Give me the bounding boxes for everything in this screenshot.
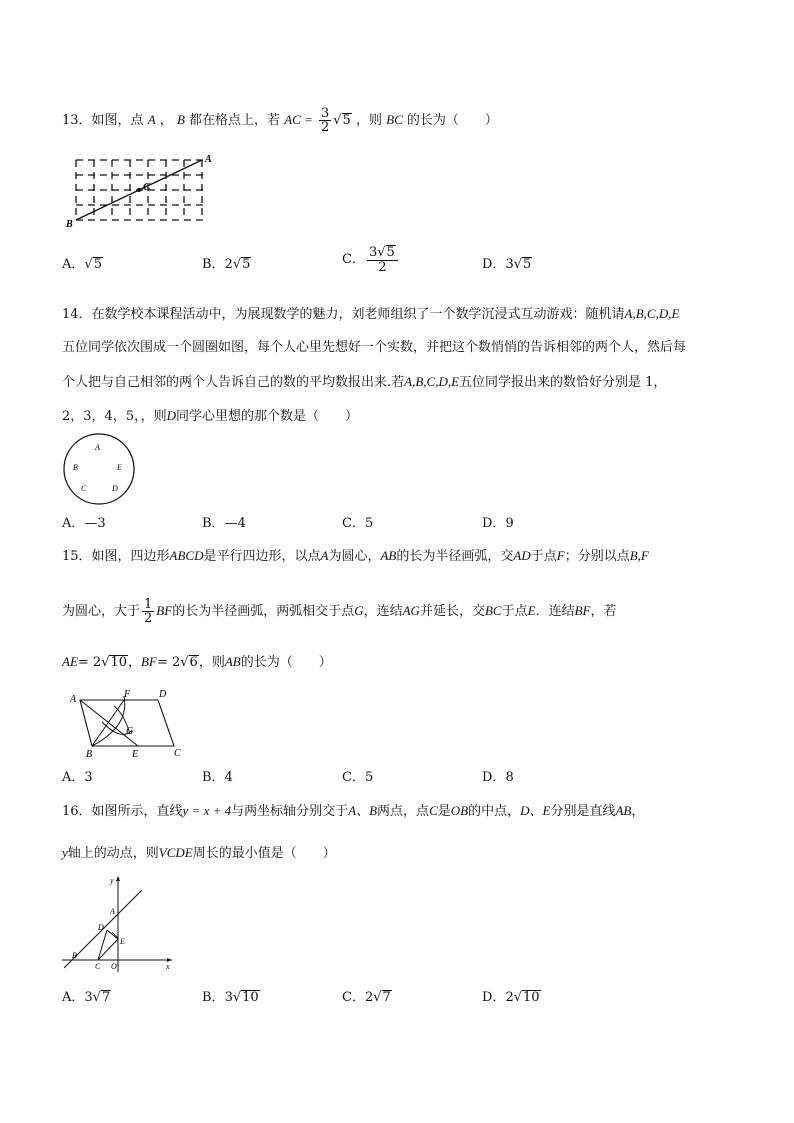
q15-points-bf: B,F <box>629 548 649 563</box>
q16-option-a[interactable] <box>62 988 111 1008</box>
q15-fraction <box>142 598 154 625</box>
q16-text: 周长的最小值是（ ） <box>192 846 336 861</box>
q14-option-c[interactable] <box>342 514 373 534</box>
q15-text: ，若 <box>590 604 617 619</box>
q13-option-b[interactable] <box>202 255 251 275</box>
q15-point-f: F <box>556 548 565 563</box>
q15-label-b: B <box>86 749 93 760</box>
q16-text: 分别是直线 <box>550 804 616 819</box>
q15-label-d: D <box>159 689 167 700</box>
q13-text-post: ，则 <box>355 113 382 128</box>
option-coef: 2 <box>505 990 514 1005</box>
q14-text: 2，3，4，5，，则 <box>62 409 167 424</box>
option-frac-den: 2 <box>378 260 387 275</box>
q15-text: 的长为（ ） <box>240 655 332 670</box>
option-letter: B． <box>202 257 225 272</box>
q15-point-e: E <box>527 603 536 618</box>
q16-text: 是 <box>437 804 451 819</box>
q16-text: 轴上的动点，则 <box>67 846 159 861</box>
q15-ab: AB <box>380 548 397 563</box>
q16-label-a: A <box>110 907 115 916</box>
option-letter: D． <box>482 257 506 272</box>
q13-expr-lhs: AC = <box>284 112 313 127</box>
q15-label-f: F <box>124 689 131 700</box>
q13-option-d[interactable] <box>482 255 532 275</box>
option-value: 8 <box>505 770 514 785</box>
q15-line-2 <box>62 598 616 625</box>
q15-frac-num: 1 <box>144 597 153 612</box>
q14-option-d[interactable] <box>482 514 514 534</box>
option-letter: A． <box>62 516 85 531</box>
q13-sep: ， <box>159 113 173 128</box>
q15-option-a[interactable] <box>62 768 93 788</box>
q14-line-3 <box>62 373 666 392</box>
q14-vars: A,B,C,D,E <box>404 374 460 389</box>
q13-point-b: B <box>176 112 185 127</box>
q16-option-b[interactable] <box>202 988 260 1008</box>
option-letter: C． <box>342 990 365 1005</box>
q15-ag: AG <box>402 603 420 618</box>
q15-option-c[interactable] <box>342 768 373 788</box>
q15-abcd: ABCD <box>169 548 204 563</box>
q13-grid-figure <box>60 150 220 230</box>
q14-vars: A,B,C,D,E <box>624 306 680 321</box>
q14-label-a: A <box>95 443 100 452</box>
q14-option-a[interactable] <box>62 514 106 534</box>
q13-frac-num: 3 <box>320 106 330 121</box>
q13-fraction <box>319 107 331 134</box>
q14-option-b[interactable] <box>202 514 246 534</box>
q16-text: 两点，点 <box>377 804 430 819</box>
option-coef: 3 <box>84 990 93 1005</box>
option-value: 5 <box>364 516 374 531</box>
q15-text: 是平行四边形，以点 <box>203 549 321 564</box>
q15-label-e: E <box>132 749 139 760</box>
q16-label-y: y <box>110 876 114 885</box>
option-letter: C． <box>342 252 365 267</box>
q15-ab: AB <box>224 654 241 669</box>
option-letter: A． <box>62 257 85 272</box>
q14-text: 五位同学依次围成一个圆圈如图，每个人心里先想好一个实数，并把这个数悄悄的告诉相邻的两个人，然后每 <box>62 340 687 355</box>
q16-label-b: B <box>72 951 77 960</box>
q14-circle-figure <box>62 432 136 506</box>
q16-label-o: O <box>111 962 117 971</box>
option-radicand: 7 <box>101 990 111 1005</box>
q15-text: = 2 <box>156 655 181 670</box>
q13-options <box>62 245 752 279</box>
q13-option-c[interactable] <box>342 245 400 274</box>
q15-label-g: G <box>126 726 134 737</box>
option-letter: B． <box>202 516 225 531</box>
q15-label-c: C <box>174 748 181 759</box>
radical-icon: √ <box>513 990 523 1005</box>
q15-parallelogram-figure <box>62 684 192 760</box>
option-letter: A． <box>62 770 85 785</box>
q13-frac-den: 2 <box>320 120 330 135</box>
option-coef: 3 <box>224 990 233 1005</box>
option-value: 5 <box>364 770 374 785</box>
q16-line-2 <box>62 844 336 863</box>
q16-text: 的中点， <box>468 804 521 819</box>
q15-bf: BF <box>156 603 173 618</box>
option-value: —4 <box>224 516 246 531</box>
q13-text-mid: 都在格点上，若 <box>189 113 281 128</box>
option-radicand: 5 <box>242 257 251 272</box>
q15-bf: BF <box>141 654 157 669</box>
q13-radicand: 5 <box>342 113 351 128</box>
q16-point-c: C <box>429 803 438 818</box>
q15-text: ．连结 <box>535 604 575 619</box>
radical-icon: √ <box>377 245 386 260</box>
q14-text: 个人把与自己相邻的两个人告诉自己的数的平均数报出来.若 <box>62 375 405 390</box>
q15-point-a: A <box>320 548 329 563</box>
q15-text: ， <box>128 655 142 670</box>
option-letter: C． <box>342 516 365 531</box>
q14-label-b: B <box>73 463 78 472</box>
q16-options <box>62 988 752 1012</box>
q16-text: 16．如图所示，直线 <box>62 804 183 819</box>
q15-text: 的长为半径画弧，交 <box>396 549 514 564</box>
q16-option-d[interactable] <box>482 988 541 1008</box>
option-letter: D． <box>482 990 506 1005</box>
radical-icon: √ <box>373 990 382 1005</box>
option-radicand: 7 <box>382 990 391 1005</box>
q13-stem <box>62 107 498 134</box>
q14-options <box>62 514 752 538</box>
q14-label-d: D <box>112 484 118 493</box>
q16-equation: y = x + 4 <box>182 803 232 818</box>
q15-text: ，连结 <box>363 604 403 619</box>
q15-text: 为圆心， <box>328 549 381 564</box>
option-value: 3 <box>84 770 93 785</box>
option-letter: C． <box>342 770 365 785</box>
radical-icon: √ <box>232 990 242 1005</box>
q16-option-c[interactable] <box>342 988 392 1008</box>
q16-y: y <box>62 845 68 860</box>
q14-line-4 <box>62 407 358 426</box>
radical-icon: √ <box>180 655 189 670</box>
radical-icon: √ <box>232 257 242 272</box>
option-frac-num <box>367 245 398 261</box>
q14-text: 同学心里想的那个数是（ ） <box>175 409 358 424</box>
q14-text: 五位同学报出来的数恰好分别是 1， <box>459 375 667 390</box>
q16-coordinate-figure <box>60 872 180 974</box>
q15-bf: BF <box>574 603 591 618</box>
q15-text: 的长为半径画弧，两弧相交于点 <box>172 604 355 619</box>
q16-triangle: VCDE <box>158 845 193 860</box>
q15-frac-den: 2 <box>144 611 153 626</box>
q15-text: ；分别以点 <box>564 549 630 564</box>
q15-text: = 2 <box>77 655 102 670</box>
q15-radicand: 6 <box>189 655 198 670</box>
option-radicand: 10 <box>242 990 259 1005</box>
q15-radicand: 10 <box>110 655 128 670</box>
option-coef: 3 <box>368 245 378 260</box>
radical-icon: √ <box>101 655 110 670</box>
q15-line-1 <box>62 547 649 566</box>
q16-points-ab: A、B <box>348 803 378 818</box>
option-radicand: 5 <box>93 257 102 272</box>
q13-label-c: C <box>143 181 151 193</box>
radical-icon: √ <box>513 257 523 272</box>
option-value: 4 <box>224 770 233 785</box>
q15-ae: AE <box>62 654 78 669</box>
q14-label-c: C <box>81 484 87 493</box>
q16-label-c: C <box>95 962 101 971</box>
radical-icon: √ <box>92 990 101 1005</box>
option-coef: 2 <box>364 990 374 1005</box>
q13-option-a[interactable] <box>62 255 103 275</box>
q13-point-c-dot <box>137 188 141 192</box>
q14-line-2 <box>62 339 686 357</box>
option-value: —3 <box>84 516 106 531</box>
q16-label-x: x <box>166 962 170 971</box>
option-letter: A． <box>62 990 85 1005</box>
q16-points-de: D、E <box>520 803 551 818</box>
q13-label-b: B <box>66 219 73 230</box>
radical-icon: √ <box>84 257 93 272</box>
option-radicand: 5 <box>386 245 395 260</box>
q15-text: 于点 <box>501 604 528 619</box>
q13-text-tail: 的长为（ ） <box>406 113 498 128</box>
q13-point-a: A <box>147 112 156 127</box>
option-coef: 3 <box>505 257 514 272</box>
option-letter: D． <box>482 770 506 785</box>
q15-option-d[interactable] <box>482 768 514 788</box>
q15-text: 为圆心，大于 <box>62 604 141 619</box>
q16-text: ， <box>631 804 645 819</box>
q14-label-e: E <box>117 463 122 472</box>
q14-var-d: D <box>166 408 176 423</box>
option-fraction <box>367 245 398 274</box>
q15-line-3 <box>62 653 332 672</box>
q16-ob: OB <box>450 803 469 818</box>
option-letter: B． <box>202 990 225 1005</box>
q14-text: 14．在数学校本课程活动中，为展现数学的魅力，刘老师组织了一个数学沉浸式互动游戏：随机请 <box>62 307 625 322</box>
option-letter: B． <box>202 770 225 785</box>
q15-text: ，则 <box>198 655 225 670</box>
q16-ab: AB <box>615 803 632 818</box>
q15-option-b[interactable] <box>202 768 233 788</box>
q15-point-g: G <box>354 603 364 618</box>
option-coef: 2 <box>224 257 233 272</box>
option-letter: D． <box>482 516 506 531</box>
q15-text: 并延长，交 <box>419 604 485 619</box>
option-radicand: 5 <box>523 257 532 272</box>
q13-label-a: A <box>205 154 212 165</box>
q16-text: 与两坐标轴分别交于 <box>231 804 349 819</box>
option-radicand: 10 <box>523 990 540 1005</box>
q15-label-a: A <box>70 694 77 705</box>
q15-text: 15．如图，四边形 <box>62 549 170 564</box>
q13-text: 13．如图，点 <box>62 113 144 128</box>
q15-bc: BC <box>484 603 502 618</box>
q16-label-e: E <box>120 937 125 946</box>
q15-ad: AD <box>513 548 531 563</box>
q16-label-d: D <box>98 923 104 932</box>
q15-text: 于点 <box>530 549 557 564</box>
q14-line-1 <box>62 305 679 324</box>
q16-line-1 <box>62 802 644 821</box>
radical-icon: √ <box>333 113 342 128</box>
q15-options <box>62 768 752 792</box>
q13-bc: BC <box>386 112 403 127</box>
option-value: 9 <box>505 516 514 531</box>
